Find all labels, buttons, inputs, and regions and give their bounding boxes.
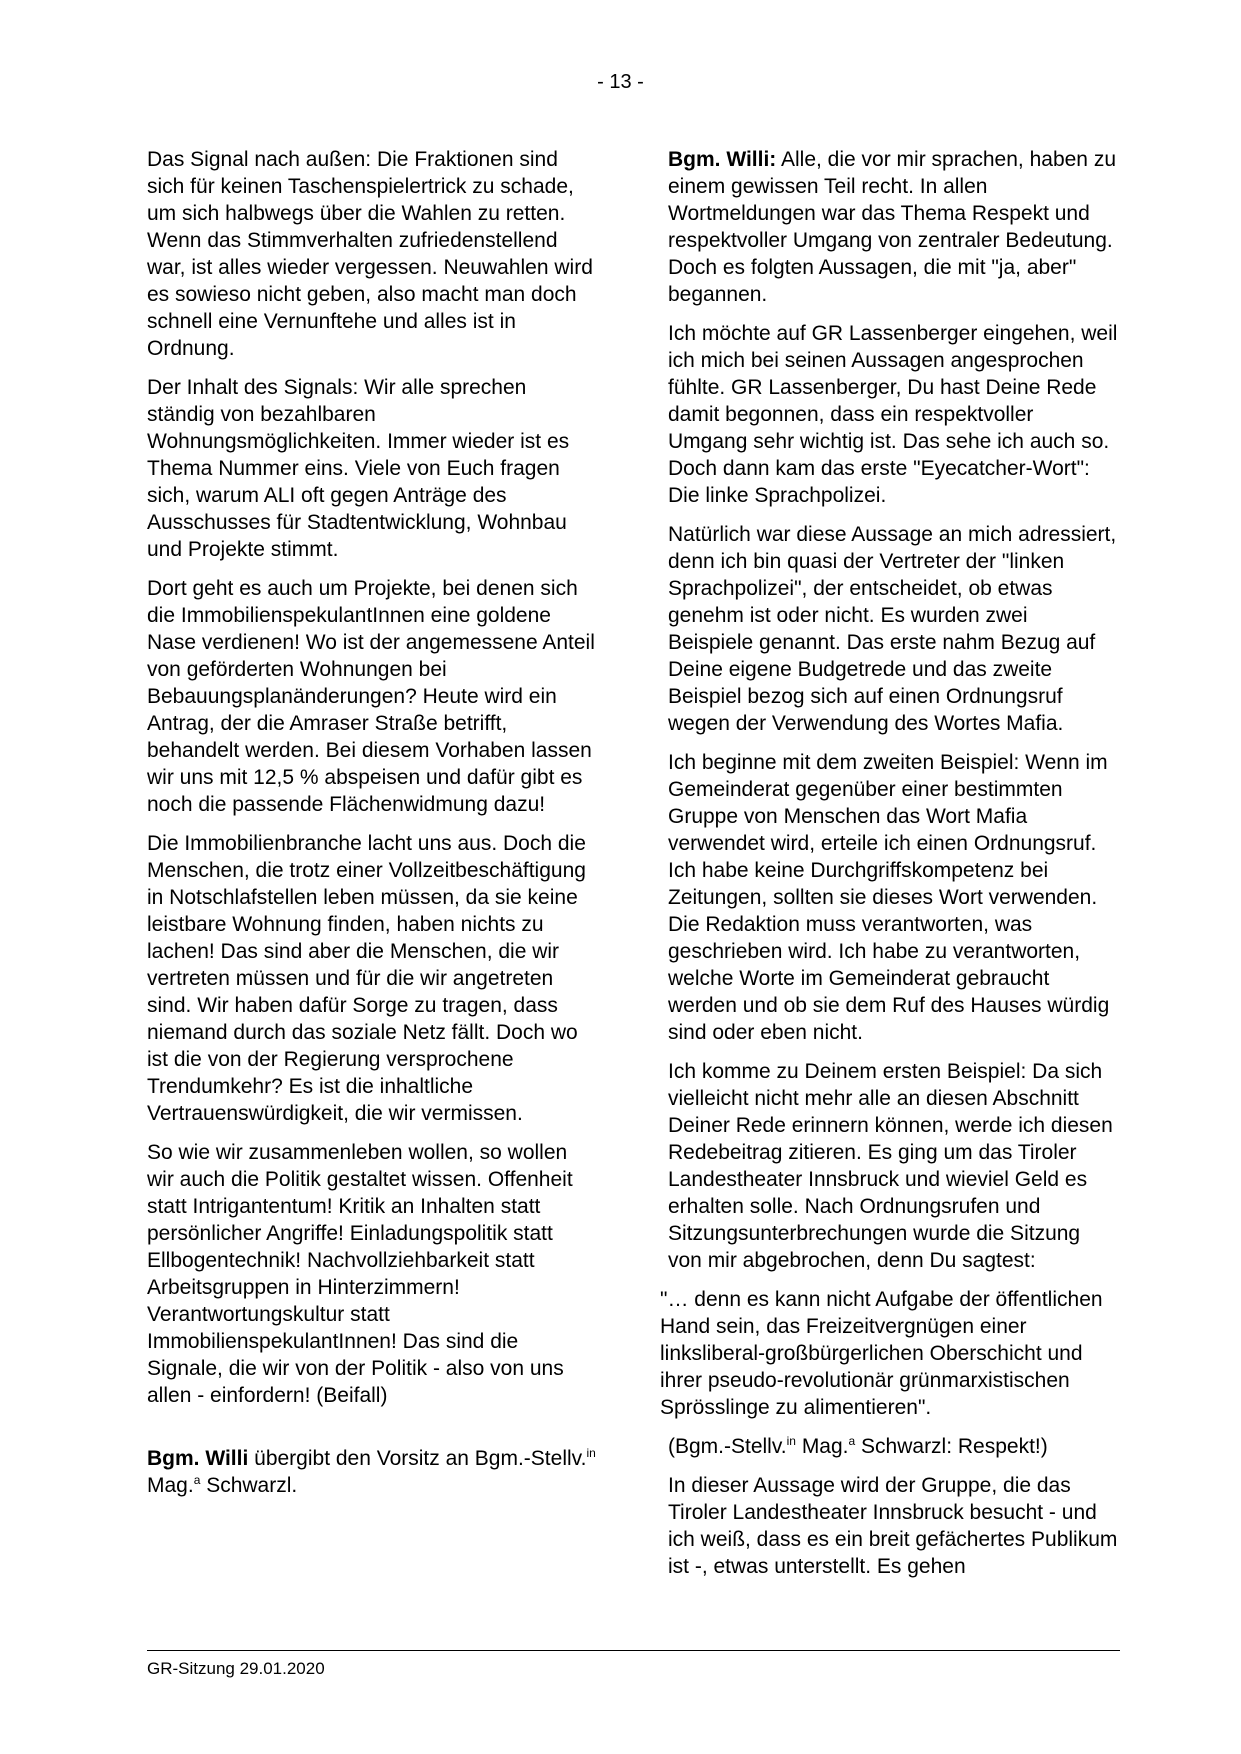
paragraph: Ich beginne mit dem zweiten Beispiel: Wenn im Gemeinderat gegenüber einer bestimmten Gruppe von Menschen das Wort Mafia verwendet wird, erteile ich einen Ordnungsruf. Ich habe keine Durchgriffskompetenz bei Zeitungen, sollten sie dieses Wort verwenden. Die Redaktion muss verantworten, was geschrieben wird. Ich habe zu verantworten, welche Worte im Gemeinderat gebraucht werden und ob sie dem Ruf des Hauses würdig sind oder eben nicht.	[668, 751, 1110, 1044]
paragraph: Ich möchte auf GR Lassenberger eingehen, weil ich mich bei seinen Aussagen angesprochen fühlte. GR Lassenberger, Du hast Deine Rede damit begonnen, dass ein respektvoller Umgang sehr wichtig ist. Das sehe ich auch so. Doch dann kam das erste "Eyecatcher-Wort": Die linke Sprachpolizei.	[668, 322, 1118, 507]
paragraph: So wie wir zusammenleben wollen, so wollen wir auch die Politik gestaltet wissen. Offenheit statt Intrigantentum! Kritik an Inhalten statt persönlicher Angriffe! Einladungspolitik statt Ellbogentechnik! Nachvollziehbarkeit statt Arbeitsgruppen in Hinterzimmern! Verantwortungskultur statt ImmobilienspekulantInnen! Das sind die Signale, die wir von der Politik - also von uns allen - einfordern! (Beifall)	[147, 1141, 573, 1407]
quotation: "… denn es kann nicht Aufgabe der öffentlichen Hand sein, das Freizeitvergnügen einer linksliberal-großbürgerlichen Oberschicht und ihrer pseudo-revolutionär grünmarxistischen Sprösslinge zu alimentieren".	[660, 1288, 1103, 1419]
paragraph-text: Mag.	[147, 1474, 194, 1497]
speaker-name: Bgm. Willi:	[668, 148, 777, 171]
paragraph-text: (Bgm.-Stellv.	[668, 1435, 787, 1458]
superscript: in	[586, 1446, 596, 1460]
paragraph: Dort geht es auch um Projekte, bei denen sich die ImmobilienspekulantInnen eine goldene Nase verdienen! Wo ist der angemessene Anteil von geförderten Wohnungen bei Bebauungsplanänderungen? Heute wird ein Antrag, der die Amraser Straße betrifft, behandelt werden. Bei diesem Vorhaben lassen wir uns mit 12,5 % abspeisen und dafür gibt es noch die passende Flächenwidmung dazu!	[147, 577, 595, 816]
paragraph: Ich komme zu Deinem ersten Beispiel: Da sich vielleicht nicht mehr alle an diesen Abschnitt Deiner Rede erinnern können, werde ich diesen Redebeitrag zitieren. Es ging um das Tiroler Landestheater Innsbruck und wieviel Geld es erhalten solle. Nach Ordnungsrufen und Sitzungsunterbrechungen wurde die Sitzung von mir abgebrochen, denn Du sagtest:	[668, 1060, 1113, 1272]
paragraph: Der Inhalt des Signals: Wir alle sprechen ständig von bezahlbaren Wohnungsmöglichkeiten. Immer wieder ist es Thema Nummer eins. Viele von Euch fragen sich, warum ALI oft gegen Anträge des Ausschusses für Stadtentwicklung, Wohnbau und Projekte stimmt.	[147, 376, 570, 561]
paragraph: In dieser Aussage wird der Gruppe, die das Tiroler Landestheater Innsbruck besucht - und ich weiß, dass es ein breit gefächertes Publikum ist -, etwas unterstellt. Es gehen	[668, 1474, 1118, 1578]
paragraph-text: Mag.	[795, 1435, 849, 1458]
paragraph-text: Alle, die vor mir sprachen, haben zu einem gewissen Teil recht. In allen Wortmeldungen war das Thema Respekt und respektvoller Umgang von zentraler Bedeutung. Doch es folgten Aussagen, die mit "ja, aber" begannen.	[668, 148, 1116, 306]
paragraph: Das Signal nach außen: Die Fraktionen sind sich für keinen Taschenspielertrick zu schade, um sich halbwegs über die Wahlen zu retten. Wenn das Stimmverhalten zufriedenstellend war, ist alles wieder vergessen. Neuwahlen wird es sowieso nicht geben, also macht man doch schnell eine Vernunftehe und alles ist in Ordnung.	[147, 148, 593, 360]
superscript: in	[786, 1434, 796, 1448]
footer-text: GR-Sitzung 29.01.2020	[147, 1659, 325, 1678]
right-column	[660, 146, 1118, 1592]
superscript: a	[848, 1434, 856, 1448]
speech-paragraph	[668, 146, 1118, 308]
superscript: a	[193, 1473, 201, 1487]
paragraph-text: Schwarzl: Respekt!)	[855, 1435, 1048, 1458]
paragraph: Natürlich war diese Aussage an mich adressiert, denn ich bin quasi der Vertreter der "linken Sprachpolizei", der entscheidet, ob etwas genehm ist oder nicht. Es wurden zwei Beispiele genannt. Das erste nahm Bezug auf Deine eigene Budgetrede und das zweite Beispiel bezog sich auf einen Ordnungsruf wegen der Verwendung des Wortes Mafia.	[668, 523, 1117, 735]
chair-handover-paragraph	[147, 1445, 597, 1499]
page-number: - 13 -	[597, 71, 644, 93]
paragraph: Die Immobilienbranche lacht uns aus. Doch die Menschen, die trotz einer Vollzeitbeschäftigung in Notschlafstellen leben müssen, da sie keine leistbare Wohnung finden, haben nichts zu lachen! Das sind aber die Menschen, die wir vertreten müssen und für die wir angetreten sind. Wir haben dafür Sorge zu tragen, dass niemand durch das soziale Netz fällt. Doch wo ist die von der Regierung versprochene Trendumkehr? Es ist die inhaltliche Vertrauenswürdigkeit, die wir vermissen.	[147, 832, 586, 1125]
footer-divider	[147, 1650, 1120, 1651]
speaker-name: Bgm. Willi	[147, 1447, 249, 1470]
paragraph-text: übergibt den Vorsitz an Bgm.-Stellv.	[248, 1447, 587, 1470]
paragraph-text: Schwarzl.	[200, 1474, 298, 1497]
left-column	[147, 146, 597, 1511]
interjection	[668, 1433, 1118, 1460]
